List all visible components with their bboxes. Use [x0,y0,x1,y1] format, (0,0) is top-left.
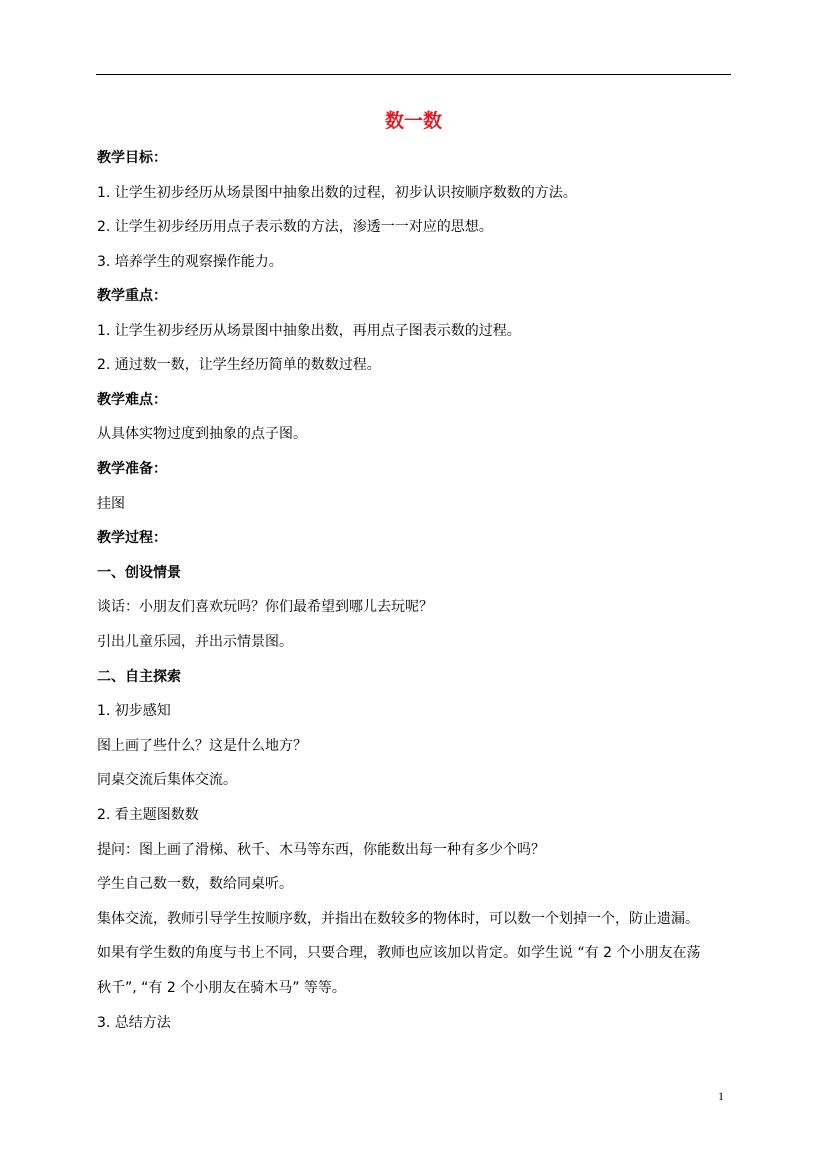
paragraph-exchange: 同桌交流后集体交流。 [97,772,237,788]
heading-key-points: 教学重点： [97,288,167,304]
paragraph-different-angle-cont: 秋千”, “有 2 个小朋友在骑木马” 等等。 [97,980,346,996]
header-rule [96,74,731,75]
paragraph-collective-exchange: 集体交流，教师引导学生按顺序数，并指出在数较多的物体时，可以数一个划掉一个，防止遗漏。 [97,911,699,927]
goal-item-3: 3. 培养学生的观察操作能力。 [97,254,283,270]
key-point-item-1: 1. 让学生初步经历从场景图中抽象出数，再用点子图表示数的过程。 [97,323,521,339]
heading-preparation: 教学准备： [97,461,167,477]
key-point-item-2: 2. 通过数一数，让学生经历简单的数数过程。 [97,357,381,373]
document-title: 数一数 [384,110,442,132]
paragraph-introduce-park: 引出儿童乐园，并出示情景图。 [97,634,293,650]
heading-process: 教学过程： [97,530,167,546]
step-summarize-method: 3. 总结方法 [97,1015,171,1031]
paragraph-question-picture: 图上画了些什么？这是什么地方？ [97,738,307,754]
goal-item-2: 2. 让学生初步经历用点子表示数的方法，渗透一一对应的思想。 [97,219,493,235]
heading-teaching-goals: 教学目标： [97,150,167,166]
step-count-theme-picture: 2. 看主题图数数 [97,807,199,823]
difficulty-text: 从具体实物过度到抽象的点子图。 [97,426,307,442]
section-create-scene: 一、创设情景 [97,565,181,581]
goal-item-1: 1. 让学生初步经历从场景图中抽象出数的过程，初步认识按顺序数数的方法。 [97,185,577,201]
paragraph-count-to-partner: 学生自己数一数，数给同桌听。 [97,876,293,892]
paragraph-different-angle: 如果有学生数的角度与书上不同，只要合理，教师也应该加以肯定。如学生说 “有 2 个小朋友在荡 [97,945,701,961]
section-self-explore: 二、自主探索 [97,669,181,685]
heading-difficulties: 教学难点： [97,392,167,408]
preparation-text: 挂图 [97,496,125,512]
paragraph-talk: 谈话：小朋友们喜欢玩吗？你们最希望到哪儿去玩呢？ [97,599,433,615]
step-initial-perception: 1. 初步感知 [97,703,171,719]
page-number: 1 [718,1089,724,1103]
paragraph-ask-count: 提问：图上画了滑梯、秋千、木马等东西，你能数出每一种有多少个吗？ [97,842,545,858]
